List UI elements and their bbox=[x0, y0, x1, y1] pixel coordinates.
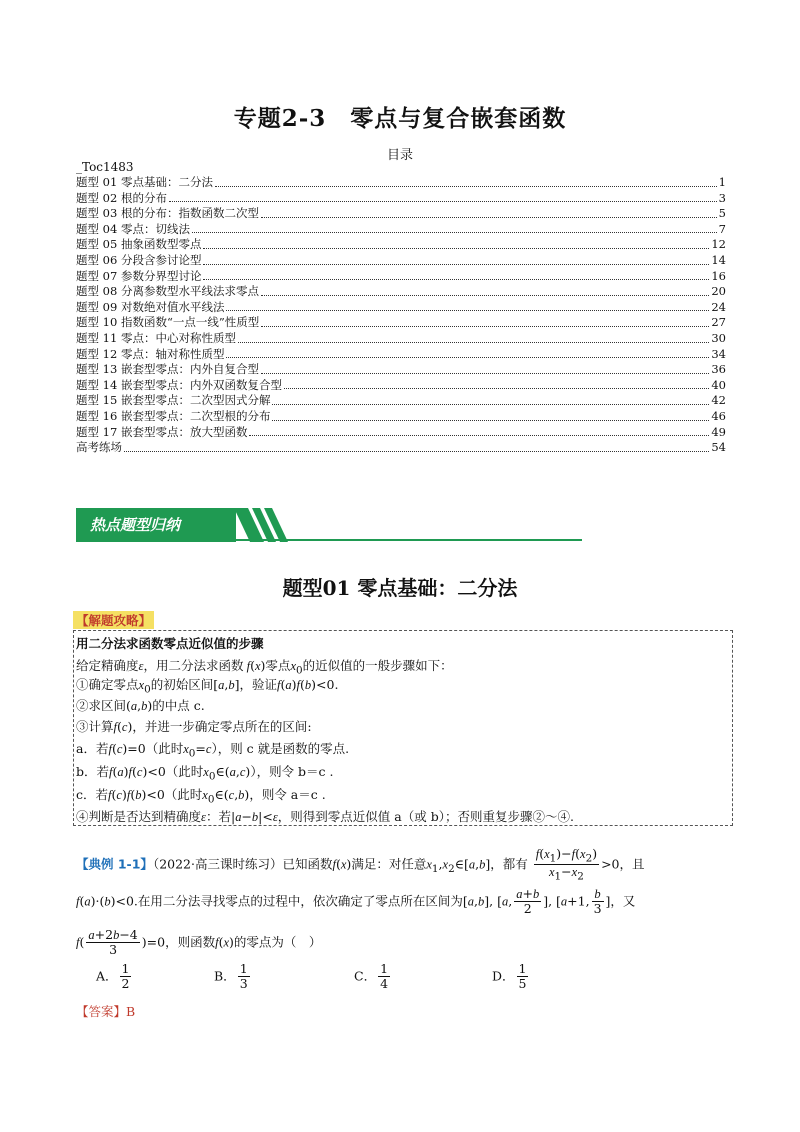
toc-leader-dots bbox=[249, 435, 709, 436]
toc-entry-page: 46 bbox=[711, 408, 726, 423]
example-line-2: f(a)·(b)<0.在用二分法寻找零点的过程中，依次确定了零点所在区间为[a,b], [a, $\frac{a+b}{2}$ ], [a+1, $\frac{b}{3}$ ]，又 bbox=[76, 886, 636, 917]
toc-entry-page: 24 bbox=[711, 299, 726, 314]
toc-entry[interactable] bbox=[76, 222, 726, 238]
box-title: 用二分法求函数零点近似值的步骤 bbox=[76, 636, 264, 651]
page-title: 专题2-3 零点与复合嵌套函数 bbox=[233, 105, 567, 132]
toc-entry[interactable] bbox=[76, 362, 726, 378]
toc-entry-label: 题型 17 嵌套型零点：放大型函数 bbox=[76, 424, 248, 439]
example-label: 【典例 1-1】 bbox=[76, 856, 153, 872]
toc-entry-label: 题型 10 指数函数“一点一线”性质型 bbox=[76, 315, 260, 330]
toc-entry[interactable] bbox=[76, 378, 726, 394]
toc-entry-label: 题型 09 对数绝对值水平线法 bbox=[76, 299, 225, 314]
toc-leader-dots bbox=[215, 186, 717, 187]
toc-entry[interactable] bbox=[76, 347, 726, 363]
toc-entry-label: 题型 02 根的分布 bbox=[76, 190, 167, 205]
toc-entry[interactable] bbox=[76, 206, 726, 222]
toc-leader-dots bbox=[261, 217, 717, 218]
option-b[interactable]: B． $\frac{1}{3}$ bbox=[214, 961, 248, 992]
hot-topics-banner bbox=[76, 508, 582, 544]
toc-leader-dots bbox=[203, 279, 709, 280]
toc-entry[interactable] bbox=[76, 300, 726, 316]
step-1: ①确定零点$x_0$的初始区间[a,b]，验证f(a)f(b)<0. bbox=[76, 677, 339, 696]
toc-leader-dots bbox=[261, 326, 709, 327]
option-a[interactable]: A． $\frac{1}{2}$ bbox=[96, 961, 130, 992]
step-3: ③计算f(c)，并进一步确定零点所在的区间: bbox=[76, 719, 312, 734]
step-c: c．若f(c)f(b)<0（此时$x_0\in(c,b)$，则令 a＝c . bbox=[76, 787, 326, 806]
toc-heading: 目录 bbox=[386, 148, 413, 163]
toc-entry-page: 42 bbox=[711, 393, 726, 408]
toc-leader-dots bbox=[238, 342, 709, 343]
toc-entry-page: 5 bbox=[718, 206, 726, 221]
toc-anchor: _Toc1483 bbox=[76, 160, 134, 174]
toc-leader-dots bbox=[226, 310, 709, 311]
option-d[interactable]: D． $\frac{1}{5}$ bbox=[492, 961, 527, 992]
toc-entry-page: 34 bbox=[711, 346, 726, 361]
toc-leader-dots bbox=[226, 357, 709, 358]
toc-entry-label: 题型 04 零点：切线法 bbox=[76, 221, 190, 236]
step-b: b．若f(a)f(c)<0（此时$x_0\in(a,c)$），则令 b＝c . bbox=[76, 764, 334, 783]
toc-entry[interactable] bbox=[76, 440, 726, 456]
toc-leader-dots bbox=[272, 404, 709, 405]
toc-entry-page: 27 bbox=[711, 315, 726, 330]
toc-entry-label: 题型 13 嵌套型零点：内外自复合型 bbox=[76, 362, 259, 377]
toc-leader-dots bbox=[124, 451, 709, 452]
toc-entry-page: 12 bbox=[711, 237, 726, 252]
toc-entry[interactable] bbox=[76, 425, 726, 441]
toc-entry[interactable] bbox=[76, 315, 726, 331]
toc-entry-label: 题型 11 零点：中心对称性质型 bbox=[76, 330, 236, 345]
toc-entry[interactable] bbox=[76, 237, 726, 253]
banner-label: 热点题型归纳 bbox=[76, 508, 236, 542]
toc-leader-dots bbox=[261, 373, 709, 374]
toc-entry-page: 7 bbox=[718, 221, 726, 236]
banner-stripes-icon bbox=[234, 508, 314, 542]
toc-entry-page: 1 bbox=[718, 175, 726, 189]
toc-entry[interactable] bbox=[76, 269, 726, 285]
table-of-contents bbox=[76, 175, 726, 456]
toc-entry-page: 40 bbox=[711, 377, 726, 392]
example-line-1: 【典例 1-1】（2022·高三课时练习）已知函数f(x)满足：对任意$x_1,x_2\in[a,b]$，都有 $\frac{f(x_1)-f(x_2)}{x_1-x_2}$ >0，且 bbox=[76, 846, 645, 883]
toc-entry-page: 3 bbox=[718, 190, 726, 205]
toc-leader-dots bbox=[203, 248, 709, 249]
toc-entry-page: 49 bbox=[711, 424, 726, 439]
toc-entry-page: 16 bbox=[711, 268, 726, 283]
toc-entry-label: 题型 16 嵌套型零点：二次型根的分布 bbox=[76, 408, 271, 423]
example-line-3: f( $\frac{a+2b-4}{3}$ )=0，则函数f(x)的零点为（ ） bbox=[76, 927, 322, 958]
toc-entry[interactable] bbox=[76, 175, 726, 191]
toc-entry-label: 题型 07 参数分界型讨论 bbox=[76, 268, 202, 283]
step-a: a．若f(c)=0（此时$x_0=c$），则 c 就是函数的零点. bbox=[76, 741, 350, 760]
toc-entry-label: 题型 01 零点基础：二分法 bbox=[76, 175, 213, 189]
option-c[interactable]: C． $\frac{1}{4}$ bbox=[354, 961, 389, 992]
toc-entry[interactable] bbox=[76, 409, 726, 425]
toc-entry-page: 20 bbox=[711, 284, 726, 299]
toc-entry-label: 题型 15 嵌套型零点：二次型因式分解 bbox=[76, 393, 271, 408]
toc-entry-label: 题型 06 分段含参讨论型 bbox=[76, 252, 202, 267]
toc-entry-label: 题型 14 嵌套型零点：内外双函数复合型 bbox=[76, 377, 282, 392]
step-2: ②求区间(a,b)的中点 c. bbox=[76, 698, 205, 713]
toc-entry[interactable] bbox=[76, 393, 726, 409]
toc-entry-page: 36 bbox=[711, 362, 726, 377]
section-title: 题型01 零点基础：二分法 bbox=[282, 576, 518, 600]
toc-entry-label: 题型 05 抽象函数型零点 bbox=[76, 237, 202, 252]
toc-entry[interactable] bbox=[76, 191, 726, 207]
toc-leader-dots bbox=[192, 232, 717, 233]
toc-leader-dots bbox=[169, 201, 717, 202]
step-intro: 给定精确度ε，用二分法求函数 f(x)零点$x_0$的近似值的一般步骤如下： bbox=[76, 658, 453, 677]
toc-leader-dots bbox=[284, 388, 709, 389]
toc-leader-dots bbox=[261, 295, 709, 296]
toc-leader-dots bbox=[272, 420, 709, 421]
banner-underline bbox=[226, 539, 582, 541]
toc-entry[interactable] bbox=[76, 253, 726, 269]
toc-entry-label: 题型 08 分离参数型水平线法求零点 bbox=[76, 284, 259, 299]
toc-entry-page: 14 bbox=[711, 252, 726, 267]
toc-entry-page: 54 bbox=[711, 440, 726, 455]
toc-entry[interactable] bbox=[76, 284, 726, 300]
toc-leader-dots bbox=[203, 264, 709, 265]
toc-entry-label: 题型 12 零点：轴对称性质型 bbox=[76, 346, 225, 361]
toc-entry-label: 高考练场 bbox=[76, 440, 122, 455]
step-4: ④判断是否达到精确度ε：若|a−b|<ε，则得到零点近似值 a（或 b）；否则重复步骤②～④. bbox=[76, 809, 574, 824]
toc-entry-page: 30 bbox=[711, 330, 726, 345]
toc-entry[interactable] bbox=[76, 331, 726, 347]
answer: 【答案】B bbox=[76, 1004, 136, 1019]
tip-label: 【解题攻略】 bbox=[73, 611, 154, 629]
toc-entry-label: 题型 03 根的分布：指数函数二次型 bbox=[76, 206, 259, 221]
